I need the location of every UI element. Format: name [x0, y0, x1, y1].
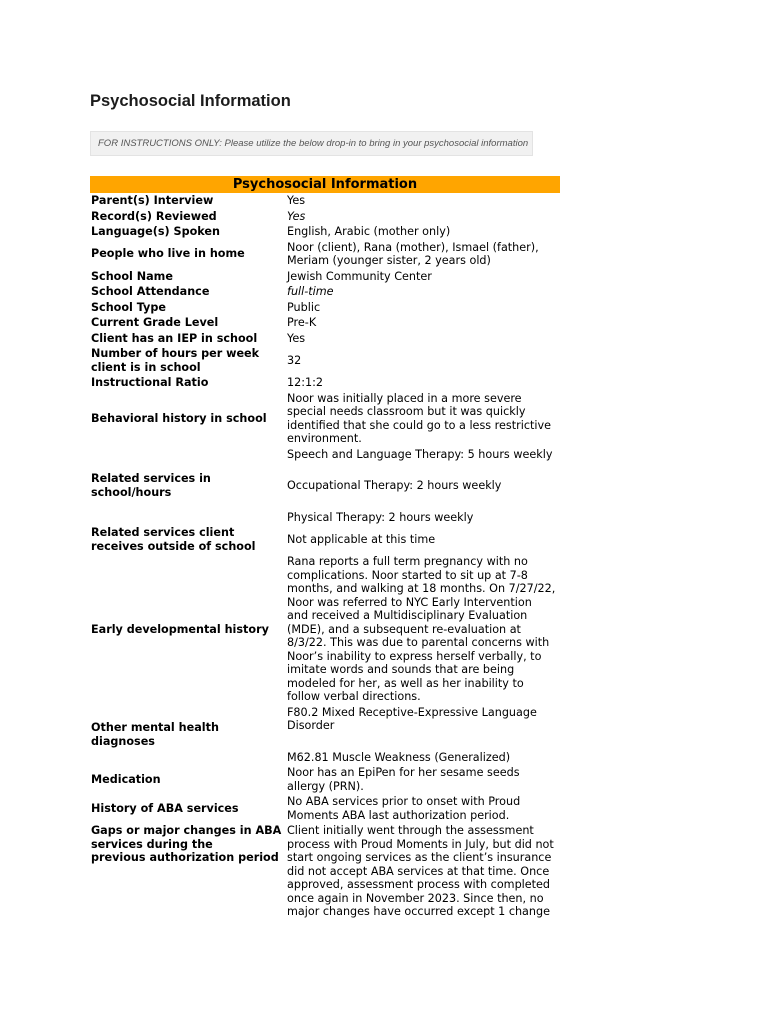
- table-row: [90, 794, 560, 823]
- table-row: [90, 375, 560, 391]
- row-value: English, Arabic (mother only): [287, 225, 451, 238]
- row-label: School Name: [91, 269, 173, 283]
- row-value: 32: [287, 353, 302, 367]
- table-row: [90, 284, 560, 300]
- row-value: full-time: [287, 285, 334, 298]
- row-value: Yes: [287, 209, 306, 223]
- table-row: [90, 331, 560, 347]
- table-row: [90, 447, 560, 526]
- table-row: [90, 525, 560, 554]
- table-row: [90, 315, 560, 331]
- table-row: [90, 209, 560, 225]
- row-label: Related services client receives outside of school: [91, 526, 256, 553]
- row-value: Jewish Community Center: [287, 269, 432, 283]
- table-row: [90, 823, 560, 920]
- table-row: [90, 193, 560, 209]
- row-label: Parent(s) Interview: [91, 194, 214, 207]
- row-label: Gaps or major changes in ABA services during the previous authorization period: [91, 824, 282, 864]
- row-label: Early developmental history: [91, 622, 269, 636]
- row-label: School Attendance: [91, 285, 210, 298]
- row-label: Behavioral history in school: [91, 411, 267, 425]
- row-label: Client has an IEP in school: [91, 331, 258, 345]
- table-header: Psychosocial Information: [90, 176, 560, 193]
- table-row: [90, 554, 560, 705]
- row-label: Number of hours per week client is in school: [91, 347, 260, 374]
- row-value: Yes: [287, 331, 306, 345]
- row-value: Client initially went through the assessment process with Proud Moments in July, but did not start ongoing services as the client’s insurance did not accept ABA services at that time. Once approved, assessment process with completed once again in November 2023. Since then, no major changes have occurred except 1 change: [287, 824, 554, 918]
- row-label: Current Grade Level: [91, 316, 219, 329]
- row-value: Pre-K: [287, 316, 317, 329]
- row-value: Not applicable at this time: [287, 532, 436, 546]
- table-row: [90, 391, 560, 447]
- row-value: F80.2 Mixed Receptive-Expressive Language Disorder M62.81 Muscle Weakness (Generalized): [287, 705, 537, 764]
- table-row: [90, 346, 560, 375]
- row-value: Public: [287, 300, 321, 314]
- row-value: No ABA services prior to onset with Proud Moments ABA last authorization period.: [287, 795, 521, 822]
- row-label: Instructional Ratio: [91, 376, 209, 389]
- row-value: 12:1:2: [287, 376, 324, 389]
- row-label: People who live in home: [91, 247, 245, 261]
- row-value: Yes: [287, 194, 306, 207]
- psychosocial-table: [90, 176, 560, 920]
- row-value: Speech and Language Therapy: 5 hours weekly Occupational Therapy: 2 hours weekly Physical Therapy: 2 hours weekly: [287, 447, 553, 524]
- table-row: [90, 705, 560, 766]
- row-value: Noor was initially placed in a more severe special needs classroom but it was quickly identified that she could go to a less restrictive environment.: [287, 391, 551, 445]
- row-label: Medication: [91, 772, 161, 786]
- table-row: [90, 240, 560, 269]
- row-value: Rana reports a full term pregnancy with no complications. Noor started to sit up at 7-8 months, and walking at 18 months. On 7/27/22, Noor was referred to NYC Early Intervention and received a Multidisciplinary Evaluation (MDE), and a subsequent re-evaluation at 8/3/22. This was due to parental concerns with Noor’s inability to express herself verbally, to imitate words and sounds that are being modeled for her, as well as her inability to follow verbal directions.: [287, 555, 556, 703]
- row-label: School Type: [91, 300, 166, 314]
- row-value: Noor (client), Rana (mother), Ismael (father), Meriam (younger sister, 2 years old): [287, 240, 539, 267]
- table-row: [90, 269, 560, 285]
- row-label: Related services in school/hours: [91, 472, 211, 499]
- row-label: Record(s) Reviewed: [91, 209, 217, 223]
- row-label: Language(s) Spoken: [91, 225, 220, 238]
- table-row: [90, 765, 560, 794]
- page-title: Psychosocial Information: [90, 92, 291, 110]
- row-label: History of ABA services: [91, 801, 239, 815]
- row-value: Noor has an EpiPen for her sesame seeds allergy (PRN).: [287, 766, 520, 793]
- table-row: [90, 224, 560, 240]
- table-row: [90, 300, 560, 316]
- instructions-note: FOR INSTRUCTIONS ONLY: Please utilize the below drop-in to bring in your psychosocial information: [90, 131, 533, 156]
- row-label: Other mental health diagnoses: [91, 721, 219, 748]
